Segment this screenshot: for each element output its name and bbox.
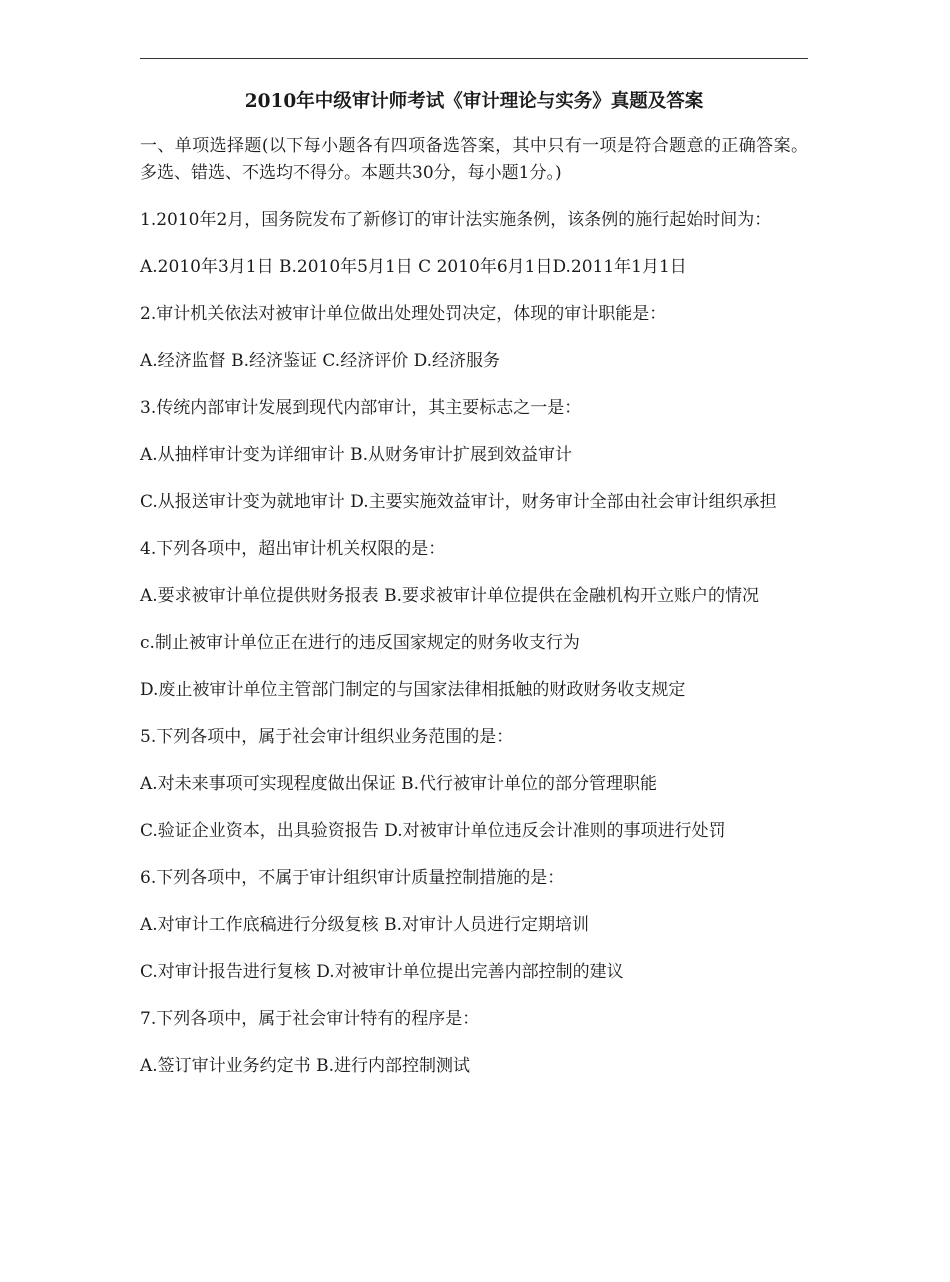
question-6-options-cd: C.对审计报告进行复核 D.对被审计单位提出完善内部控制的建议 [140,962,624,982]
question-4-option-c: c.制止被审计单位正在进行的违反国家规定的财务收支行为 [140,633,580,653]
question-4-options-ab: A.要求被审计单位提供财务报表 B.要求被审计单位提供在金融机构开立账户的情况 [140,586,759,606]
question-7: 7.下列各项中，属于社会审计特有的程序是： [140,1009,480,1029]
question-5: 5.下列各项中，属于社会审计组织业务范围的是： [140,727,514,747]
question-4: 4.下列各项中，超出审计机关权限的是： [140,539,446,559]
document-title: 2010年中级审计师考试《审计理论与实务》真题及答案 [244,91,704,112]
question-2: 2.审计机关依法对被审计单位做出处理处罚决定，体现的审计职能是： [140,304,667,324]
header-rule [140,58,808,59]
question-4-option-d: D.废止被审计单位主管部门制定的与国家法律相抵触的财政财务收支规定 [140,680,686,700]
question-2-options: A.经济监督 B.经济鉴证 C.经济评价 D.经济服务 [140,351,501,371]
question-3: 3.传统内部审计发展到现代内部审计，其主要标志之一是： [140,398,582,418]
question-7-options-ab: A.签订审计业务约定书 B.进行内部控制测试 [140,1056,470,1076]
question-1-options: A.2010年3月1日 B.2010年5月1日 C 2010年6月1日D.2011年1月1日 [140,257,687,277]
section-intro: 一、单项选择题(以下每小题各有四项备选答案，其中只有一项是符合题意的正确答案。多选、错选、不选均不得分。本题共30分，每小题1分。) [140,136,808,183]
question-6-options-ab: A.对审计工作底稿进行分级复核 B.对审计人员进行定期培训 [140,915,589,935]
question-1: 1.2010年2月，国务院发布了新修订的审计法实施条例，该条例的施行起始时间为： [140,210,772,230]
question-5-options-ab: A.对未来事项可实现程度做出保证 B.代行被审计单位的部分管理职能 [140,774,657,794]
document-body [140,133,808,1100]
question-3-options-cd: C.从报送审计变为就地审计 D.主要实施效益审计，财务审计全部由社会审计组织承担 [140,492,777,512]
question-5-options-cd: C.验证企业资本，出具验资报告 D.对被审计单位违反会计准则的事项进行处罚 [140,821,726,841]
question-3-options-ab: A.从抽样审计变为详细审计 B.从财务审计扩展到效益审计 [140,445,572,465]
question-6: 6.下列各项中，不属于审计组织审计质量控制措施的是： [140,868,565,888]
